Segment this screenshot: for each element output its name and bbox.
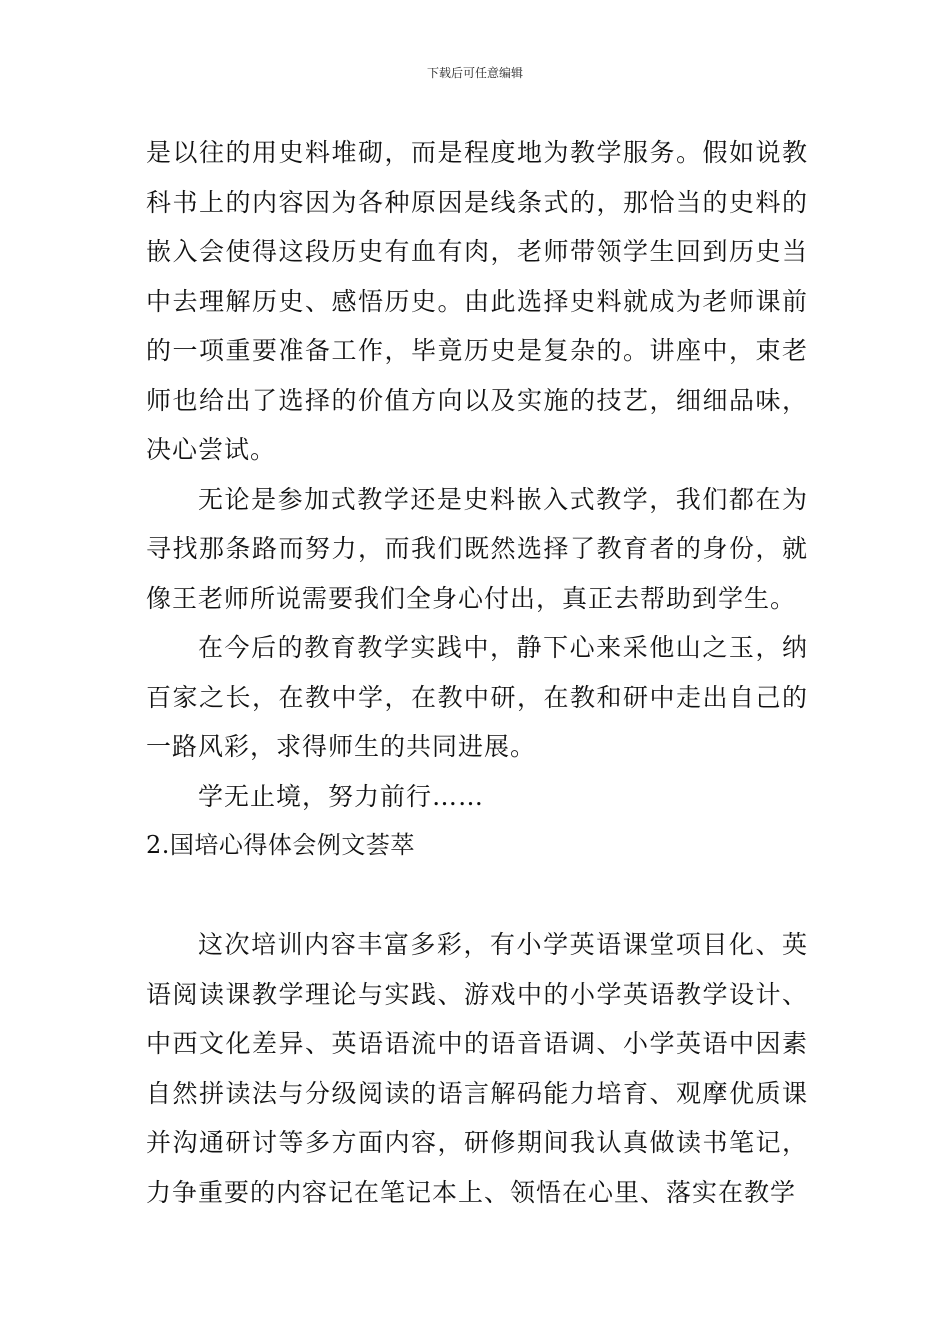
paragraph-history-materials: 是以往的用史料堆砌，而是程度地为教学服务。假如说教科书上的内容因为各种原因是线条式的，那恰当的史料的嵌入会使得这段历史有血有肉，老师带领学生回到历史当中去理解历史、感悟历史。由此选择史料就成为老师课前的一项重要准备工作，毕竟历史是复杂的。讲座中，束老师也给出了选择的价值方向以及实施的技艺，细细品味，决心尝试。 bbox=[146, 138, 808, 464]
paragraph-training-content: 这次培训内容丰富多彩，有小学英语课堂项目化、英语阅读课教学理论与实践、游戏中的小学英语教学设计、中西文化差异、英语语流中的语音语调、小学英语中因素自然拼读法与分级阅读的语言解码能力培育、观摩优质课并沟通研讨等多方面内容，研修期间我认真做读书笔记，力争重要的内容记在笔记本上、领悟在心里、落实在教学 bbox=[146, 930, 808, 1207]
section-spacer bbox=[146, 871, 808, 921]
paragraph-future-practice: 在今后的教育教学实践中，静下心来采他山之玉，纳百家之长，在教中学，在教中研，在教和研中走出自己的一路风彩，求得师生的共同进展。 bbox=[146, 633, 808, 761]
paragraph-closing-line: 学无止境，努力前行…… bbox=[198, 781, 485, 811]
document-body bbox=[146, 128, 808, 1217]
page-header-note: 下载后可任意编辑 bbox=[426, 66, 523, 80]
paragraph-teaching-path: 无论是参加式教学还是史料嵌入式教学，我们都在为寻找那条路而努力，而我们既然选择了教育者的身份，就像王老师所说需要我们全身心付出，真正去帮助到学生。 bbox=[146, 484, 808, 613]
section-heading: 2.国培心得体会例文荟萃 bbox=[146, 831, 415, 859]
